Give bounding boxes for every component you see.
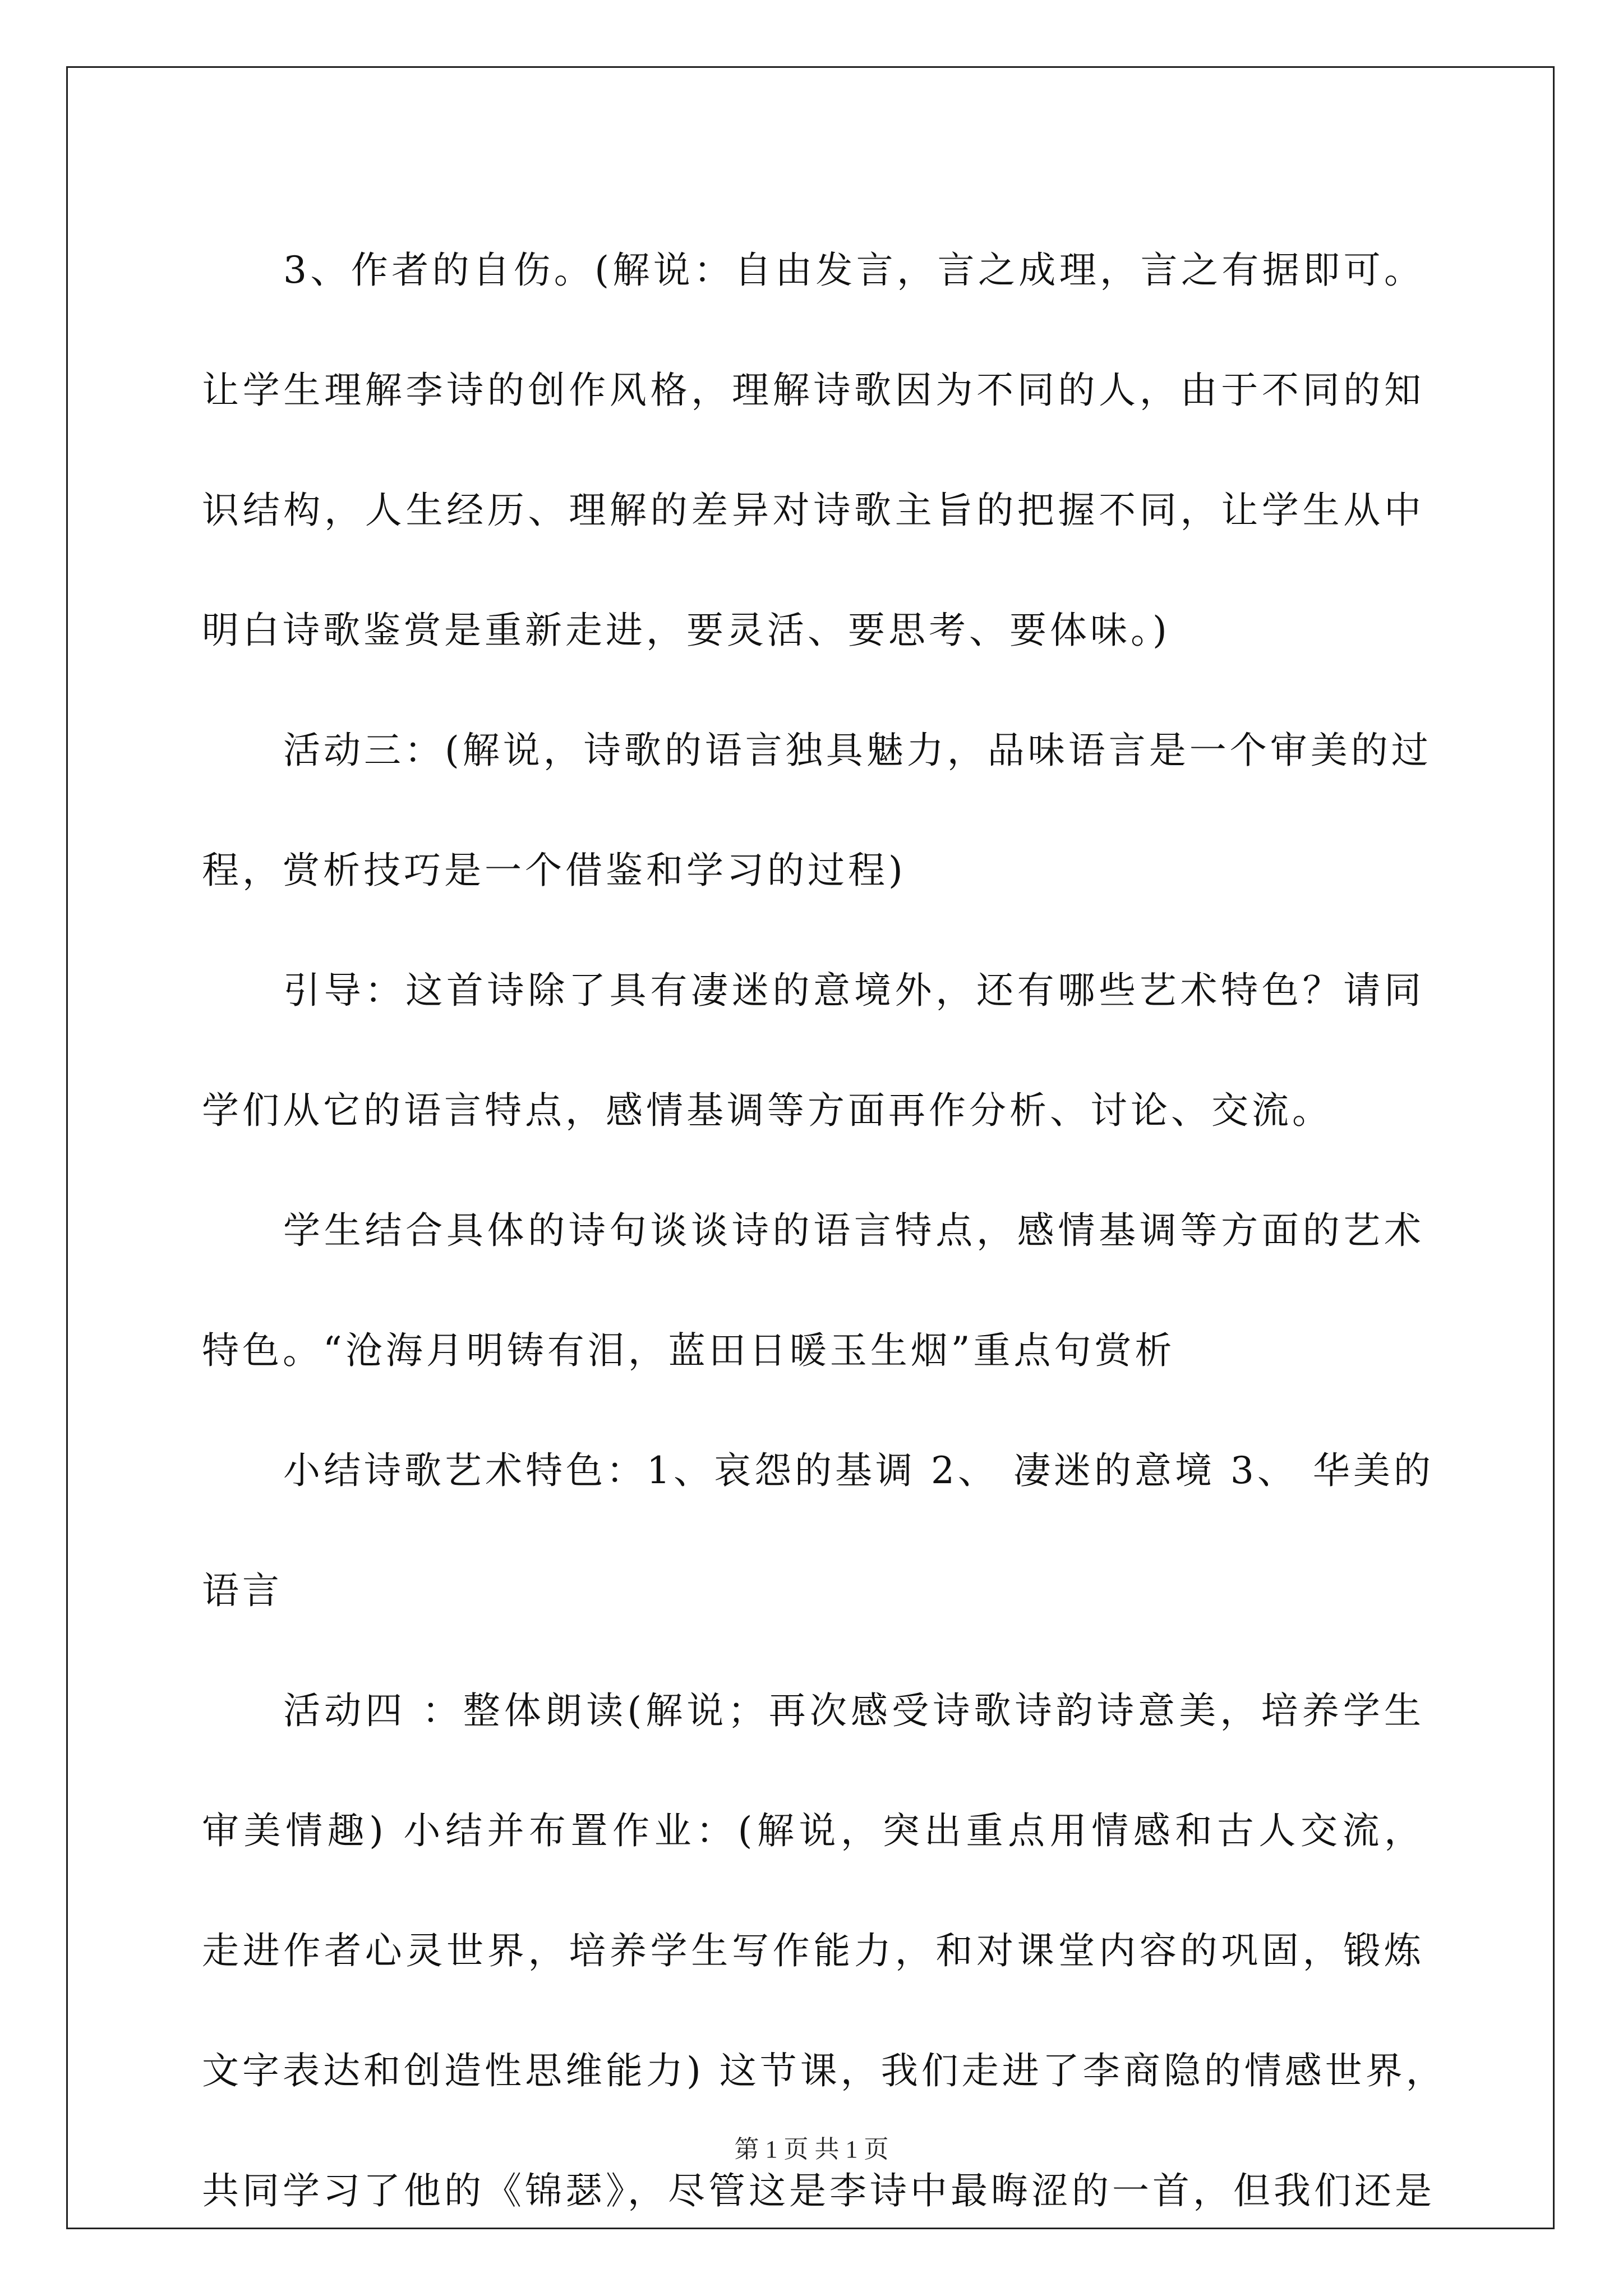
document-body bbox=[202, 210, 1446, 2251]
paragraph-summary-features bbox=[202, 1411, 1434, 1651]
paragraph-author-self-pity bbox=[202, 210, 1424, 691]
paragraph-activity-three bbox=[202, 691, 1432, 931]
text-line: 学生结合具体的诗句谈谈诗的语言特点，感情基调等方面的艺术 bbox=[283, 1209, 1424, 1252]
text-line: 审美情趣) 小结并布置作业：(解说，突出重点用情感和古人交流， bbox=[202, 1809, 1424, 1852]
text-line: 走进作者心灵世界，培养学生写作能力，和对课堂内容的巩固，锻炼 bbox=[202, 1929, 1424, 1972]
text-line: 程，赏析技巧是一个借鉴和学习的过程) bbox=[202, 849, 906, 892]
text-line: 学们从它的语言特点，感情基调等方面再作分析、讨论、交流。 bbox=[202, 1089, 1332, 1132]
text-line: 小结诗歌艺术特色：1、哀怨的基调 2、 凄迷的意境 3、 华美的 bbox=[283, 1449, 1434, 1492]
text-line: 识结构，人生经历、理解的差异对诗歌主旨的把握不同，让学生从中 bbox=[202, 489, 1424, 532]
text-line: 文字表达和创造性思维能力) 这节课，我们走进了李商隐的情感世界， bbox=[202, 2049, 1446, 2092]
text-line: 共同学习了他的《锦瑟》，尽管这是李诗中最晦涩的一首，但我们还是 bbox=[202, 2169, 1435, 2212]
text-line: 活动四 ：整体朗读(解说；再次感受诗歌诗韵诗意美，培养学生 bbox=[283, 1689, 1424, 1732]
text-line: 引导：这首诗除了具有凄迷的意境外，还有哪些艺术特色？请同 bbox=[283, 969, 1424, 1012]
text-line: 3、作者的自伤。(解说：自由发言，言之成理，言之有据即可。 bbox=[283, 249, 1424, 292]
paragraph-guidance bbox=[202, 931, 1424, 1171]
text-line: 特色。“沧海月明铸有泪，蓝田日暖玉生烟”重点句赏析 bbox=[202, 1329, 1175, 1372]
text-line: 语言 bbox=[202, 1569, 283, 1612]
text-line: 让学生理解李诗的创作风格，理解诗歌因为不同的人，由于不同的知 bbox=[202, 369, 1424, 412]
page-footer: 第 1 页 共 1 页 bbox=[734, 2136, 889, 2163]
text-line: 明白诗歌鉴赏是重新走进，要灵活、要思考、要体味。) bbox=[202, 609, 1170, 652]
text-line: 活动三：(解说，诗歌的语言独具魅力，品味语言是一个审美的过 bbox=[283, 729, 1432, 772]
paragraph-student-analysis bbox=[202, 1171, 1424, 1411]
